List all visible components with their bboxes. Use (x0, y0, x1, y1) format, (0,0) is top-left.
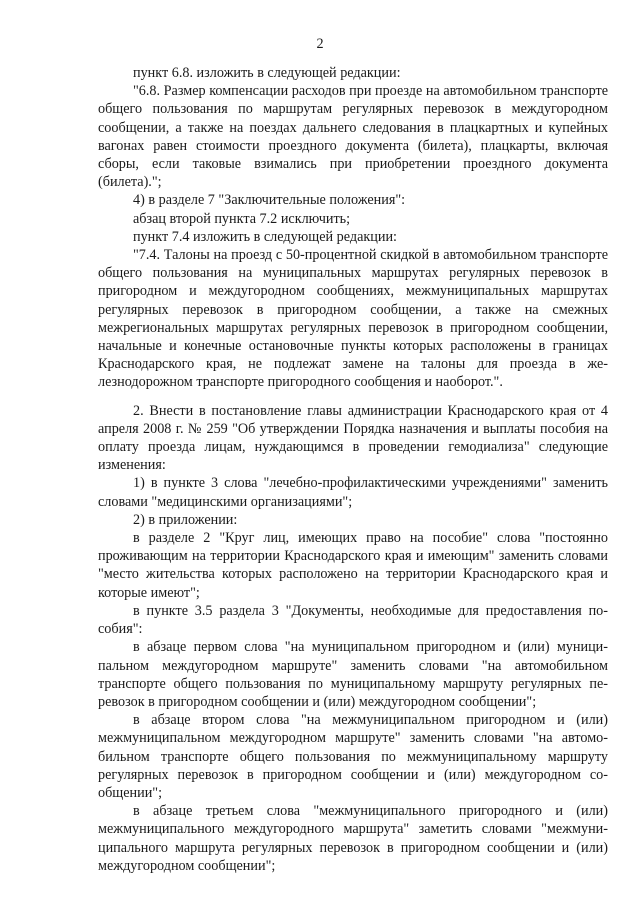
paragraph-9: 2) в приложении: (133, 511, 238, 528)
paragraph-2: "6.8. Размер компенсации расходов при проезде на автомобильном транспорте общего пользования по маршрутам регулярных перевозок в междугородном сообщении, а также на поездах дальнего следования в плацкартных и купейных вагонах равен стоимости проездного документа (билета), плацкарты, включая сборы, если таковые взимались при приобретении проездного документа (билета)."; (98, 83, 608, 191)
paragraph-4: абзац второй пункта 7.2 исключить; (133, 210, 351, 227)
paragraph-7: 2. Внести в постановление главы администрации Краснодарского края от 4 апреля 2008 г. № 259 "Об утверждении Порядка назначения и выплаты пособия на оплату проезда лицам, нуждающимся в проведении гемодиализа" следующие изменения: (98, 402, 608, 474)
paragraph-12: в абзаце первом слова "на муниципальном пригородном и (или) муниципальном междугородном маршруте" заменить словами "на автомобильном транспорте общего пользования по муниципальному маршруту регулярных перевозок в пригородном сообщении и (или) междугородном сообщении"; (98, 639, 608, 710)
paragraph-1: пункт 6.8. изложить в следующей редакции: (133, 65, 401, 81)
page-number: 2 (316, 36, 324, 52)
paragraph-14: в абзаце третьем слова "межмуниципального пригородного и (или) межмуниципального междугородного маршрута" заметить словами "межмуниципального маршрута регулярных перевозок в пригородном сообщении и (или) междугородном сообщении"; (98, 803, 608, 874)
paragraph-10: в разделе 2 "Круг лиц, имеющих право на пособие" слова "постоянно проживающим на территории Краснодарского края и имеющим" заменить словами "место жительства которых расположено на территории Краснодарского края и которые имеют"; (98, 530, 608, 601)
paragraph-13: в абзаце втором слова "на межмуниципальном пригородном и (или) межмуниципальном междугородном маршруте" заменить словами "на автомобильном транспорте общего пользования по межмуниципальному маршруту регулярных перевозок в пригородном сообщении и (или) междугородном сообщении"; (98, 712, 608, 801)
paragraph-5: пункт 7.4 изложить в следующей редакции: (133, 228, 397, 245)
paragraph-11: в пункте 3.5 раздела 3 "Документы, необходимые для предоставления пособия": (98, 602, 608, 638)
document-body (98, 64, 608, 875)
paragraph-6: "7.4. Талоны на проезд с 50-процентной скидкой в автомобильном транспорте общего пользования на муниципальных маршрутах регулярных перевозок в пригородном и междугородном сообщениях, межмуниципальных маршрутах регулярных перевозок в пригородном сообщении, а также на смежных межрегиональных маршрутах регулярных перевозок в пригородном сообщении, начальные и конечные остановочные пункты которых расположены в границах Краснодарского края, не подлежат замене на талоны для проезда в железнодорожном транспорте пригородного сообщения и наоборот.". (98, 247, 608, 391)
paragraph-8: 1) в пункте 3 слова "лечебно-профилактическими учреждениями" заменить словами "медицинскими организациями"; (98, 475, 608, 510)
paragraph-3: 4) в разделе 7 "Заключительные положения": (133, 192, 406, 209)
